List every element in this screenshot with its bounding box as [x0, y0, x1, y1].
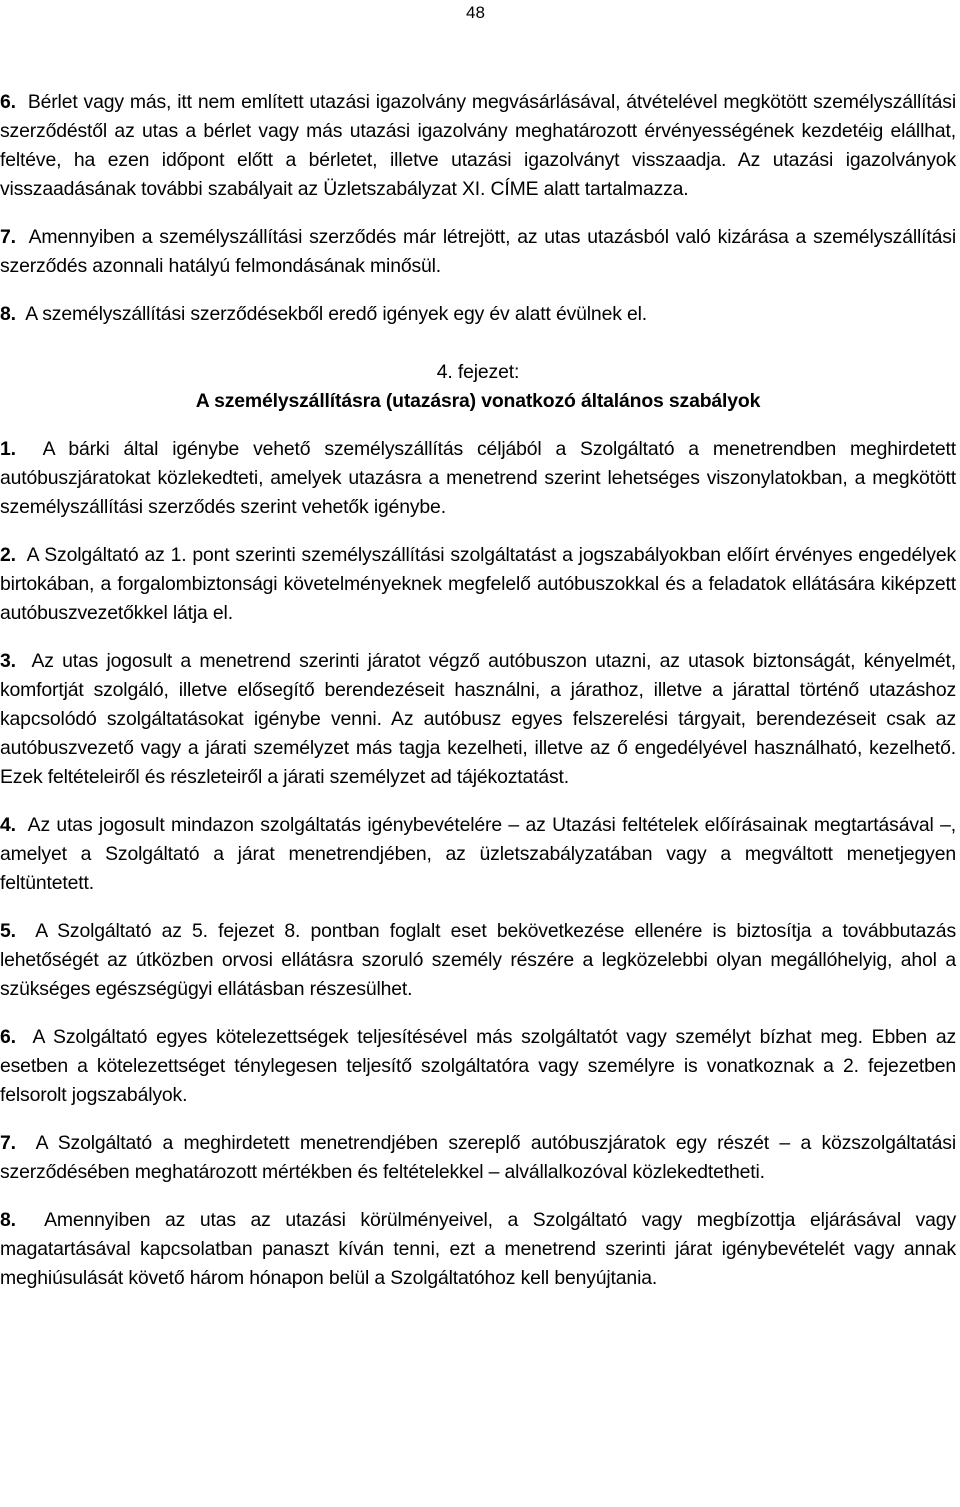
point-5-paragraph: [0, 917, 956, 1004]
point-6-paragraph: [0, 1023, 956, 1110]
chapter-number: 4. fejezet:: [436, 361, 520, 383]
document-body: [0, 88, 956, 1293]
paragraph-text: A Szolgáltató az 1. pont szerinti személyszállítási szolgáltatást a jogszabályokban előírt érvényes engedélyek birtokában, a forgalombiztonsági követelményeknek megfelelő autóbuszokkal és a feladatok ellátására kiképzett autóbuszvezetőkkel látja el.: [0, 544, 956, 624]
paragraph-number: 7.: [0, 226, 16, 248]
paragraph-number: 4.: [0, 814, 16, 836]
paragraph-text: A Szolgáltató a meghirdetett menetrendjében szereplő autóbuszjáratok egy részét – a közszolgáltatási szerződésében meghatározott mértékben és feltételekkel – alvállalkozóval közlekedtetheti.: [0, 1132, 956, 1183]
paragraph-number: 3.: [0, 650, 16, 672]
paragraph-text: A személyszállítási szerződésekből eredő igények egy év alatt évülnek el.: [25, 303, 648, 325]
paragraph-number: 7.: [0, 1132, 16, 1154]
point-4-paragraph: [0, 811, 956, 898]
paragraph-text: A bárki által igénybe vehető személyszállítás céljából a Szolgáltató a menetrendben meghirdetett autóbuszjáratokat közlekedteti, amelyek utazásra a menetrend szerint lehetséges viszonylatokban, a megkötött személyszállítási szerződés szerint vehetők igénybe.: [0, 438, 957, 518]
paragraph-number: 6.: [0, 91, 16, 113]
point-8-paragraph: [0, 1206, 956, 1293]
point-2-paragraph: [0, 541, 956, 628]
paragraph-text: Az utas jogosult mindazon szolgáltatás igénybevételére – az Utazási feltételek előírásainak megtartásával –, amelyet a Szolgáltató a járat menetrendjében, az üzletszabályzatában vagy a megváltott menetjegyen feltüntetett.: [0, 814, 956, 894]
point-1-paragraph: [0, 435, 956, 522]
point-7-paragraph: [0, 1129, 956, 1187]
chapter-title: A személyszállításra (utazásra) vonatkozó általános szabályok: [195, 390, 761, 412]
paragraph-number: 6.: [0, 1026, 16, 1048]
paragraph-text: A Szolgáltató egyes kötelezettségek teljesítésével más szolgáltatót vagy személyt bízhat meg. Ebben az esetben a kötelezettséget ténylegesen teljesítő szolgáltatóra vagy személyre is vonatkoznak a 2. fejezetben felsorolt jogszabályok.: [0, 1026, 957, 1106]
paragraph-text: Amennyiben az utas az utazási körülményeivel, a Szolgáltató vagy megbízottja eljárásával vagy magatartásával kapcsolatban panaszt kíván tenni, ezt a menetrend szerinti járat igénybevételét vagy annak meghiúsulását követő három hónapon belül a Szolgáltatóhoz kell benyújtania.: [0, 1209, 956, 1289]
paragraph-text: Az utas jogosult a menetrend szerinti járatot végző autóbuszon utazni, az utasok biztonságát, kényelmét, komfortját szolgáló, illetve elősegítő berendezéseit használni, a járathoz, illetve a járattal történő utazáshoz kapcsolódó szolgáltatásokat igénybe venni. Az autóbusz egyes felszerelési tárgyait, berendezéseit csak az autóbuszvezető vagy a járati személyzet más tagja kezelheti, illetve az ő engedélyével használható, kezelhető. Ezek feltételeiről és részleteiről a járati személyzet ad tájékoztatást.: [0, 650, 956, 788]
point-3-paragraph: [0, 647, 956, 792]
paragraph-text: Amennyiben a személyszállítási szerződés már létrejött, az utas utazásból való kizárása a személyszállítási szerződés azonnali hatályú felmondásának minősül.: [0, 226, 956, 277]
paragraph-number: 8.: [0, 1209, 16, 1231]
paragraph-number: 8.: [0, 303, 16, 325]
section-6-paragraph: [0, 88, 956, 204]
section-7-paragraph: [0, 223, 956, 281]
section-8-paragraph: [0, 300, 956, 329]
paragraph-text: A Szolgáltató az 5. fejezet 8. pontban foglalt eset bekövetkezése ellenére is biztosítja a továbbutazás lehetőségét az útközben orvosi ellátásra szoruló személy részére a legközelebbi olyan megállóhelyig, ahol a szükséges egészségügyi ellátásban részesülhet.: [0, 920, 956, 1000]
paragraph-number: 5.: [0, 920, 16, 942]
page-number: 48: [466, 3, 485, 22]
paragraph-number: 2.: [0, 544, 16, 566]
paragraph-text: Bérlet vagy más, itt nem említett utazási igazolvány megvásárlásával, átvételével megkötött személyszállítási szerződéstől az utas a bérlet vagy más utazási igazolvány meghatározott érvényességének kezdetéig elállhat, feltéve, ha ezen időpont előtt a bérletet, illetve utazási igazolványt visszaadja. Az utazási igazolványok visszaadásának további szabályait az Üzletszabályzat XI. CÍME alatt tartalmazza.: [0, 91, 956, 200]
paragraph-number: 1.: [0, 438, 16, 460]
